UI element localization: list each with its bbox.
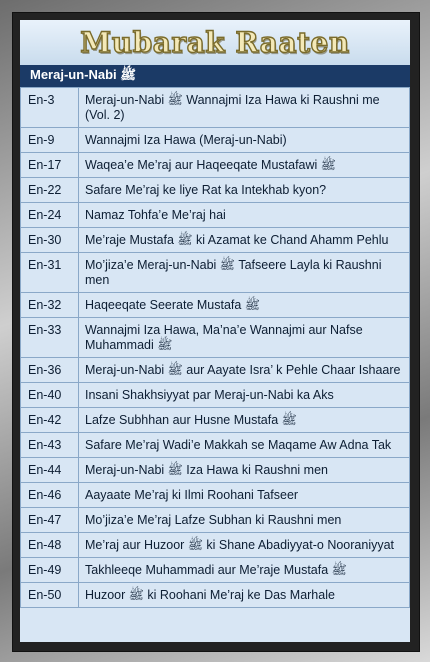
row-title: Me’raj aur Huzoor ﷺ ki Shane Abadiyyat-o Nooraniyyat: [79, 533, 410, 558]
row-title: Takhleeqe Muhammadi aur Me’raje Mustafa ﷺ: [79, 558, 410, 583]
row-title: Wannajmi Iza Hawa, Ma’na’e Wannajmi aur Nafse Muhammadi ﷺ: [79, 318, 410, 358]
row-title: Lafze Subhhan aur Husne Mustafa ﷺ: [79, 408, 410, 433]
row-title: Safare Me’raj ke liye Rat ka Intekhab kyon?: [79, 178, 410, 203]
table-row: [21, 508, 410, 533]
table-row: [21, 458, 410, 483]
table-row: [21, 178, 410, 203]
row-code: En-48: [21, 533, 79, 558]
row-title: Mo’jiza’e Meraj-un-Nabi ﷺ Tafseere Layla ki Raushni men: [79, 253, 410, 293]
row-code: En-9: [21, 128, 79, 153]
table-row: [21, 128, 410, 153]
row-title: Meraj-un-Nabi ﷺ Wannajmi Iza Hawa ki Raushni me (Vol. 2): [79, 88, 410, 128]
section-label: Meraj-un-Nabi ﷺ: [30, 66, 137, 82]
row-title: Haqeeqate Seerate Mustafa ﷺ: [79, 293, 410, 318]
row-code: En-49: [21, 558, 79, 583]
row-code: En-22: [21, 178, 79, 203]
table-row: [21, 533, 410, 558]
catalog-panel: [20, 20, 410, 642]
row-title: Namaz Tohfa’e Me’raj hai: [79, 203, 410, 228]
row-code: En-3: [21, 88, 79, 128]
table-row: [21, 293, 410, 318]
page-title-text: Mubarak Raaten: [80, 26, 350, 59]
catalog-table: [20, 87, 410, 608]
page-title: [20, 20, 410, 65]
row-title: Huzoor ﷺ ki Roohani Me’raj ke Das Marhale: [79, 583, 410, 608]
row-title: Me’raje Mustafa ﷺ ki Azamat ke Chand Ahamm Pehlu: [79, 228, 410, 253]
table-row: [21, 558, 410, 583]
row-title: Meraj-un-Nabi ﷺ Iza Hawa ki Raushni men: [79, 458, 410, 483]
row-title: Meraj-un-Nabi ﷺ aur Aayate Isra’ k Pehle Chaar Ishaare: [79, 358, 410, 383]
row-code: En-43: [21, 433, 79, 458]
row-code: En-47: [21, 508, 79, 533]
row-code: En-31: [21, 253, 79, 293]
section-header: [20, 65, 410, 87]
table-row: [21, 88, 410, 128]
row-code: En-40: [21, 383, 79, 408]
row-title: Insani Shakhsiyyat par Meraj-un-Nabi ka Aks: [79, 383, 410, 408]
table-row: [21, 483, 410, 508]
row-code: En-46: [21, 483, 79, 508]
row-code: En-17: [21, 153, 79, 178]
row-title: Safare Me’raj Wadi’e Makkah se Maqame Aw Adna Tak: [79, 433, 410, 458]
row-code: En-30: [21, 228, 79, 253]
row-code: En-33: [21, 318, 79, 358]
row-code: En-44: [21, 458, 79, 483]
row-code: En-32: [21, 293, 79, 318]
table-row: [21, 383, 410, 408]
row-title: Wannajmi Iza Hawa (Meraj-un-Nabi): [79, 128, 410, 153]
table-row: [21, 583, 410, 608]
row-code: En-36: [21, 358, 79, 383]
row-code: En-50: [21, 583, 79, 608]
row-title: Aayaate Me’raj ki Ilmi Roohani Tafseer: [79, 483, 410, 508]
row-title: Mo’jiza’e Me’raj Lafze Subhan ki Raushni men: [79, 508, 410, 533]
table-row: [21, 433, 410, 458]
table-row: [21, 318, 410, 358]
table-row: [21, 408, 410, 433]
table-row: [21, 358, 410, 383]
table-row: [21, 203, 410, 228]
table-row: [21, 253, 410, 293]
table-row: [21, 153, 410, 178]
row-title: Waqea’e Me’raj aur Haqeeqate Mustafawi ﷺ: [79, 153, 410, 178]
table-row: [21, 228, 410, 253]
row-code: En-42: [21, 408, 79, 433]
row-code: En-24: [21, 203, 79, 228]
